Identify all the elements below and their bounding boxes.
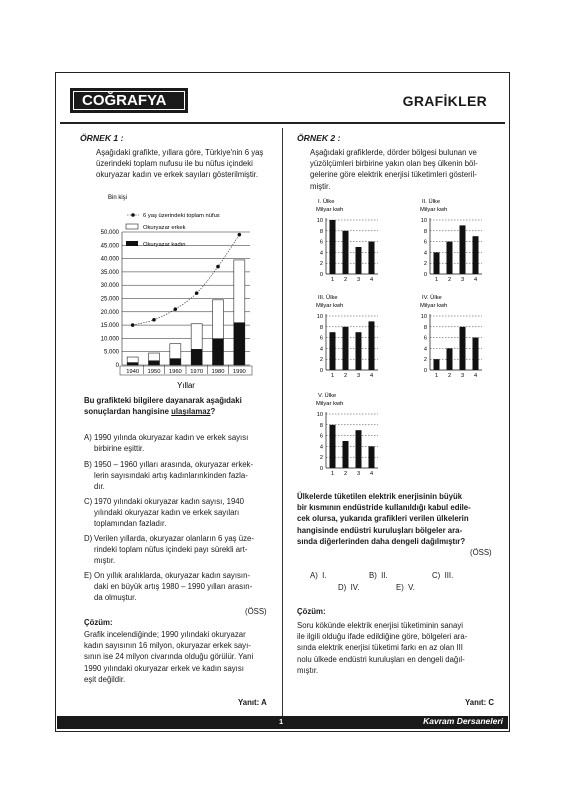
region-bar <box>343 327 349 370</box>
country-4-chart <box>408 292 488 382</box>
option-letter: D) <box>84 534 93 543</box>
intro-line: yüzölçümleri birbirine yakın olan beş ülkenin böl- <box>310 159 478 169</box>
example2-question <box>297 491 507 547</box>
y-axis-title: Milyar kwh <box>316 303 344 309</box>
x-tick-label: 3 <box>356 373 361 379</box>
x-tick-label: 2 <box>447 277 452 283</box>
legend-male-swatch <box>126 224 138 229</box>
example1-answer: Yanıt: A <box>238 698 267 707</box>
y-tick-label: 0 <box>423 272 427 278</box>
y-tick-label: 0 <box>319 466 323 472</box>
total-population-point <box>238 233 242 237</box>
y-tick-label: 5.000 <box>103 349 119 356</box>
total-population-point <box>216 265 220 269</box>
y-tick-label: 0 <box>115 363 119 369</box>
option-letter: B) <box>84 460 92 469</box>
header-rule <box>60 122 505 124</box>
question-line: hangisinde endüstri kuruluşları bölgeler ara- <box>297 525 463 535</box>
option-text: toplamından fazladır. <box>94 519 167 528</box>
question-line <box>84 406 280 417</box>
y-tick-label: 4 <box>319 444 323 451</box>
option-text: daki en büyük artış 1980 – 1990 yılları arasın- <box>94 582 253 591</box>
y-tick-label: 4 <box>423 250 427 257</box>
region-bar <box>460 327 466 370</box>
x-tick-label: 4 <box>473 277 478 283</box>
y-tick-label: 10 <box>316 412 323 418</box>
bar-female <box>170 358 181 365</box>
population-chart <box>78 190 278 390</box>
country-3-chart <box>304 292 384 382</box>
region-bar <box>434 252 440 274</box>
option-d[interactable] <box>338 582 359 593</box>
option-text: yılındaki okuryazar kadın ve erkek sayıları <box>94 508 240 517</box>
y-tick-label: 8 <box>319 228 323 235</box>
y-tick-label: 50.000 <box>100 230 119 236</box>
country-2-chart <box>408 196 488 286</box>
option-a[interactable] <box>84 432 280 456</box>
option-c[interactable] <box>84 496 280 530</box>
y-tick-label: 30.000 <box>100 283 119 290</box>
intro-line: üzerindeki toplam nufusu ile bu nüfus içindeki <box>96 159 253 169</box>
y-tick-label: 2 <box>319 261 323 268</box>
region-bar <box>343 231 349 274</box>
option-text: lerin sayısındaki artış kadınlarınkinden fazla- <box>94 471 248 480</box>
solution-line: eşit değildir. <box>84 674 126 684</box>
y-tick-label: 4 <box>319 346 323 353</box>
example2-source: (ÖSS) <box>470 548 492 557</box>
y-tick-label: 35.000 <box>100 269 119 276</box>
chart-title: I. Ülke <box>318 199 335 205</box>
region-bar <box>330 425 336 468</box>
x-tick-label: 1 <box>330 373 335 379</box>
option-text: Verilen yıllarda, okuryazar olanların 6 yaş üze- <box>94 534 254 543</box>
y-tick-label: 8 <box>423 228 427 235</box>
solution-line: Grafik incelendiğinde; 1990 yılındaki okuryazar <box>84 630 246 639</box>
legend-female-swatch <box>126 241 138 246</box>
question-keyword: ulaşılamaz <box>171 407 211 417</box>
y-tick-label: 6 <box>319 433 323 440</box>
y-tick-label: 6 <box>423 335 427 342</box>
legend-male-label: Okuryazar erkek <box>143 225 186 231</box>
country-5-chart <box>304 390 384 480</box>
option-letter: E) <box>84 571 92 580</box>
y-tick-label: 2 <box>423 357 427 364</box>
y-tick-label: 10 <box>316 218 323 224</box>
option-letter: C) <box>432 571 441 580</box>
total-population-point <box>152 318 156 322</box>
y-tick-label: 2 <box>319 455 323 462</box>
region-bar <box>356 430 362 468</box>
y-tick-label: 0 <box>319 272 323 278</box>
example2-answer: Yanıt: C <box>465 698 495 707</box>
y-tick-label: 45.000 <box>100 243 119 250</box>
option-d[interactable] <box>84 533 280 567</box>
option-text: rindeki toplam nüfus içindeki payı sürekli art- <box>94 545 248 554</box>
x-axis-title: Yıllar <box>177 381 195 390</box>
x-tick-label: 4 <box>369 277 374 283</box>
y-tick-label: 2 <box>423 261 427 268</box>
chart-title: V. Ülke <box>318 393 337 399</box>
page-number: 1 <box>279 717 284 726</box>
bar-female <box>234 322 245 365</box>
bar-female <box>213 338 224 365</box>
example1-intro <box>96 147 276 181</box>
intro-line: okuryazar kadın ve erkek sayıları gösterilmiştir. <box>96 170 259 180</box>
option-text: birbirine eşittir. <box>94 444 145 453</box>
y-tick-label: 10 <box>316 314 323 320</box>
column-divider <box>282 128 283 718</box>
question-mark: ? <box>210 407 216 417</box>
x-tick-label: 4 <box>369 373 374 379</box>
region-bar <box>356 332 362 370</box>
solution-line: Soru kökünde elektrik enerjisi tüketiminin sanayi <box>297 621 463 630</box>
example1-title: ÖRNEK 1 : <box>80 133 124 143</box>
solution-line: ile ilgili olduğu ifade edildiğine göre, bölgeleri ara- <box>297 632 468 642</box>
region-bar <box>434 359 440 370</box>
option-text: III. <box>444 571 454 580</box>
y-axis-title: Milyar kwh <box>420 207 448 213</box>
option-letter: B) <box>369 571 377 580</box>
x-tick-label: 3 <box>356 471 361 477</box>
x-tick-label: 1990 <box>232 369 246 375</box>
x-tick-label: 2 <box>343 471 348 477</box>
question-line: sında diğerlerinden daha dengeli dağılmıştır? <box>297 536 466 546</box>
region-bar <box>447 242 453 274</box>
option-letter: C) <box>84 497 93 506</box>
bar-female <box>191 349 202 365</box>
option-c[interactable] <box>432 570 453 581</box>
intro-line: Aşağıdaki grafikte, yıllara göre, Türkiye'nin 6 yaş <box>96 148 264 157</box>
option-e[interactable] <box>396 582 415 593</box>
question-line: Bu grafikteki bilgilere dayanarak aşağıdaki <box>84 396 242 405</box>
y-tick-label: 4 <box>319 250 323 257</box>
y-tick-label: 10.000 <box>100 336 119 343</box>
legend-female-label: Okuryazar kadın <box>143 242 186 248</box>
country-1-chart <box>304 196 384 286</box>
example1-source: (ÖSS) <box>245 607 267 616</box>
example1-solution-title: Çözüm: <box>84 618 113 627</box>
y-axis-title: Bin kişi <box>108 195 128 201</box>
x-tick-label: 1 <box>330 471 335 477</box>
y-tick-label: 20.000 <box>100 309 119 316</box>
solution-line: sında elektrik enerjisi tüketimi farkı en az olan III <box>297 643 463 653</box>
region-bar <box>369 242 375 274</box>
question-line: Ülkelerde tüketilen elektrik enerjisinin büyük <box>297 492 463 501</box>
region-bar <box>460 225 466 274</box>
option-text: mıştır. <box>94 556 116 565</box>
x-tick-label: 4 <box>473 373 478 379</box>
intro-line: miştir. <box>310 181 331 191</box>
region-bar <box>447 348 453 370</box>
option-letter: A) <box>310 571 318 580</box>
total-population-point <box>195 291 199 295</box>
x-tick-label: 3 <box>356 277 361 283</box>
x-tick-label: 1940 <box>126 369 140 375</box>
x-tick-label: 3 <box>460 373 465 379</box>
x-tick-label: 1970 <box>190 369 204 375</box>
y-tick-label: 10 <box>420 314 427 320</box>
option-letter: D) <box>338 583 347 592</box>
example1-question <box>84 395 280 417</box>
y-tick-label: 8 <box>319 324 323 331</box>
x-tick-label: 2 <box>343 277 348 283</box>
y-tick-label: 8 <box>319 422 323 429</box>
option-text: IV. <box>350 583 360 592</box>
x-tick-label: 1 <box>434 277 439 283</box>
footer-brand: Kavram Dersaneleri <box>423 716 503 726</box>
question-line: bir kısmının endüstride kullanıldığı kabul edile- <box>297 503 471 513</box>
solution-line: nolu ülkede endüstri kuruluşları en dengeli dağıl- <box>297 654 465 664</box>
x-tick-label: 1 <box>330 277 335 283</box>
x-tick-label: 1980 <box>211 369 225 375</box>
example2-title: ÖRNEK 2 : <box>297 133 341 143</box>
question-line: cek olursa, yukarıda grafikleri verilen ülkelerin <box>297 514 469 524</box>
bar-female <box>127 362 138 365</box>
option-text: II. <box>381 571 388 580</box>
question-text: sonuçlardan hangisine <box>84 407 172 417</box>
y-tick-label: 15.000 <box>100 323 119 330</box>
region-bar <box>369 446 375 468</box>
example2-intro <box>310 147 505 192</box>
y-tick-label: 6 <box>319 239 323 246</box>
option-text: 1970 yılındaki okuryazar kadın sayısı, 1940 <box>94 497 244 506</box>
option-text: da olmuştur. <box>94 593 137 602</box>
x-tick-label: 2 <box>447 373 452 379</box>
y-axis-title: Milyar kwh <box>420 303 448 309</box>
intro-line: Aşağıdaki grafiklerde, dörder bölgesi bulunan ve <box>310 148 477 157</box>
y-tick-label: 8 <box>423 324 427 331</box>
option-text: dır. <box>94 482 105 491</box>
x-tick-label: 1960 <box>168 369 182 375</box>
option-e[interactable] <box>84 570 280 604</box>
solution-line: kadın sayısının 16 milyon, okuryazar erkek sayı- <box>84 641 251 651</box>
region-bar <box>343 441 349 468</box>
option-text: On yıllık aralıklarda, okuryazar kadın sayısın- <box>94 571 250 580</box>
topic-title: GRAFİKLER <box>402 93 487 109</box>
region-bar <box>356 247 362 274</box>
y-tick-label: 10 <box>420 218 427 224</box>
option-b[interactable] <box>369 570 388 581</box>
option-letter: A) <box>84 433 92 442</box>
example2-solution <box>297 620 509 676</box>
y-tick-label: 2 <box>319 357 323 364</box>
legend-total-label: 6 yaş üzerindeki toplam nüfus <box>143 213 220 219</box>
solution-line: 1990 yılındaki okuryazar erkek ve kadın sayısı <box>84 663 244 673</box>
chart-title: II. Ülke <box>422 199 441 205</box>
option-a[interactable] <box>310 570 326 581</box>
y-tick-label: 40.000 <box>100 256 119 263</box>
example1-solution <box>84 629 280 685</box>
x-tick-label: 1950 <box>147 369 161 375</box>
option-text: 1990 yılında okuryazar kadın ve erkek sayısı <box>94 433 249 442</box>
y-tick-label: 6 <box>423 239 427 246</box>
region-bar <box>330 332 336 370</box>
chart-title: III. Ülke <box>318 295 338 301</box>
x-tick-label: 3 <box>460 277 465 283</box>
intro-line: gelerine göre elektrik enerjisi tüketimleri gösteril- <box>310 170 477 180</box>
region-bar <box>330 220 336 274</box>
option-text: I. <box>322 571 327 580</box>
y-tick-label: 4 <box>423 346 427 353</box>
y-axis-title: Milyar kwh <box>316 207 344 213</box>
region-bar <box>473 338 479 370</box>
example2-solution-title: Çözüm: <box>297 607 326 616</box>
solution-line: mıştır. <box>297 665 319 675</box>
option-letter: E) <box>396 583 404 592</box>
total-population-point <box>174 307 178 311</box>
solution-line: sının ise 24 milyon civarında olduğu görülür. Yani <box>84 652 254 662</box>
total-population-point <box>131 323 135 327</box>
option-b[interactable] <box>84 459 280 493</box>
bar-female <box>149 360 160 365</box>
subject-badge: COĞRAFYA <box>70 88 188 113</box>
x-tick-label: 2 <box>343 373 348 379</box>
x-tick-label: 4 <box>369 471 374 477</box>
option-text: V. <box>408 583 415 592</box>
chart-title: IV. Ülke <box>422 295 442 301</box>
region-bar <box>473 236 479 274</box>
y-tick-label: 25.000 <box>100 296 119 303</box>
option-text: 1950 – 1960 yılları arasında, okuryazar erkek- <box>94 460 254 469</box>
y-tick-label: 0 <box>319 368 323 374</box>
x-tick-label: 1 <box>434 373 439 379</box>
y-tick-label: 0 <box>423 368 427 374</box>
y-tick-label: 6 <box>319 335 323 342</box>
y-axis-title: Milyar kwh <box>316 401 344 407</box>
region-bar <box>369 321 375 370</box>
